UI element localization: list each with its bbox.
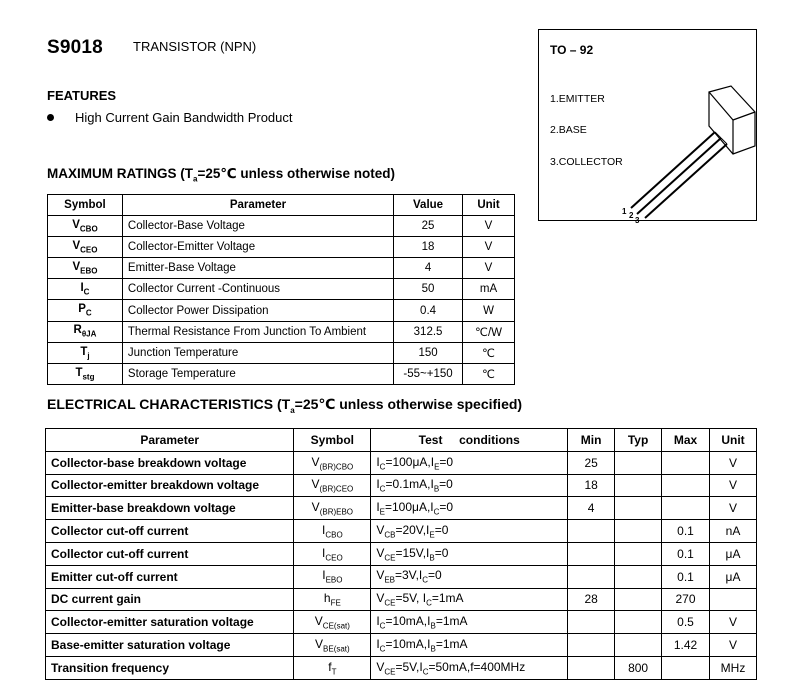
symbol-cell	[294, 611, 371, 634]
condition-subscript: CE	[384, 598, 396, 608]
condition-subscript: B	[433, 484, 440, 494]
symbol-subscript: (BR)CBO	[319, 461, 354, 471]
condition-symbol: V	[376, 545, 385, 560]
parameter-cell: Thermal Resistance From Junction To Ambient	[122, 321, 393, 342]
condition-subscript: B	[430, 644, 436, 654]
header-cell: Max	[662, 429, 710, 452]
header-cell: Test conditions	[371, 429, 568, 452]
max-ratings-title-prefix: MAXIMUM RATINGS (T	[47, 166, 193, 181]
symbol-subscript: C	[85, 308, 92, 318]
condition-subscript: C	[379, 621, 386, 631]
min-cell	[568, 565, 615, 588]
min-cell	[568, 542, 615, 565]
feature-text: High Current Gain Bandwidth Product	[75, 110, 293, 125]
symbol-main: V	[72, 218, 80, 231]
unit-cell: V	[463, 237, 515, 258]
symbol-cell	[294, 588, 371, 611]
condition-value: =0	[428, 568, 442, 583]
pin-emitter-label: 1.EMITTER	[550, 93, 605, 105]
symbol-main: V	[315, 636, 324, 651]
header-cell: Typ	[615, 429, 662, 452]
symbol-cell	[294, 656, 371, 679]
condition-value: =0	[439, 454, 454, 469]
condition-symbol: I	[376, 454, 380, 469]
min-cell	[568, 611, 615, 634]
condition-symbol: I	[430, 454, 435, 469]
symbol-cell	[48, 321, 123, 342]
max-cell: 0.1	[662, 542, 710, 565]
value-cell: 312.5	[394, 321, 463, 342]
unit-cell: V	[709, 474, 756, 497]
symbol-main: V	[311, 500, 320, 515]
parameter-cell: Storage Temperature	[122, 363, 393, 384]
lead-1	[631, 132, 715, 208]
value-cell: 50	[394, 279, 463, 300]
parameter-cell: Collector-Base Voltage	[122, 216, 393, 237]
symbol-subscript: (BR)EBO	[319, 507, 354, 517]
electrical-heading	[47, 396, 522, 415]
symbol-main: V	[72, 261, 81, 274]
unit-cell: V	[709, 611, 756, 634]
max-ratings-row	[48, 258, 515, 279]
unit-cell: V	[463, 258, 515, 279]
max-cell: 0.5	[662, 611, 710, 634]
symbol-subscript: FE	[330, 598, 341, 608]
condition-symbol: I	[419, 659, 423, 674]
condition-subscript: E	[429, 530, 435, 540]
symbol-main: T	[80, 345, 88, 358]
unit-cell: mA	[463, 279, 515, 300]
condition-subscript: C	[379, 484, 386, 494]
to92-package-drawing	[619, 74, 755, 225]
symbol-cell	[294, 565, 371, 588]
package-title: TO – 92	[550, 43, 594, 57]
unit-cell: V	[463, 216, 515, 237]
test-conditions-cell	[371, 656, 568, 679]
electrical-row	[46, 497, 757, 520]
condition-value: =100μA,	[385, 454, 431, 469]
max-ratings-row	[48, 300, 515, 321]
symbol-main: V	[72, 240, 81, 253]
symbol-subscript: CE(sat)	[322, 621, 350, 631]
electrical-row	[46, 520, 757, 543]
electrical-row	[46, 611, 757, 634]
value-cell: 0.4	[394, 300, 463, 321]
parameter-cell: DC current gain	[46, 588, 294, 611]
symbol-subscript: T	[331, 667, 337, 677]
max-cell	[662, 474, 710, 497]
value-cell: 18	[394, 237, 463, 258]
condition-value: =1mA	[435, 636, 468, 651]
condition-value: =5V,	[395, 591, 423, 606]
symbol-subscript: j	[87, 350, 90, 360]
header-cell: Unit	[709, 429, 756, 452]
typ-cell	[615, 497, 662, 520]
symbol-subscript: stg	[82, 371, 95, 381]
lead-2	[637, 138, 721, 214]
condition-value: =10mA,	[385, 636, 428, 651]
parameter-cell: Collector-Emitter Voltage	[122, 237, 393, 258]
unit-cell: V	[709, 497, 756, 520]
test-conditions-cell	[371, 611, 568, 634]
parameter-cell: Emitter-Base Voltage	[122, 258, 393, 279]
electrical-row	[46, 542, 757, 565]
feature-item	[47, 110, 293, 125]
max-ratings-row	[48, 321, 515, 342]
electrical-row	[46, 588, 757, 611]
electrical-table	[45, 428, 757, 680]
electrical-title-sub: a	[290, 405, 295, 415]
test-conditions-cell	[371, 451, 568, 474]
unit-cell: W	[463, 300, 515, 321]
max-cell: 270	[662, 588, 710, 611]
typ-cell	[615, 634, 662, 657]
test-conditions-cell	[371, 542, 568, 565]
parameter-cell: Collector cut-off current	[46, 520, 294, 543]
electrical-row	[46, 634, 757, 657]
header-cell: Value	[394, 195, 463, 216]
electrical-title-prefix: ELECTRICAL CHARACTERISTICS (T	[47, 396, 291, 412]
condition-symbol: I	[376, 614, 380, 629]
parameter-cell: Collector Current -Continuous	[122, 279, 393, 300]
symbol-subscript: θJA	[81, 329, 97, 339]
condition-value: =10mA,	[385, 614, 428, 629]
symbol-cell	[294, 520, 371, 543]
max-cell	[662, 497, 710, 520]
condition-symbol: I	[422, 591, 427, 606]
unit-cell: ℃	[463, 342, 515, 363]
unit-cell: nA	[709, 520, 756, 543]
symbol-main: I	[80, 282, 84, 295]
condition-subscript: C	[422, 575, 429, 585]
symbol-main: P	[78, 303, 86, 316]
symbol-cell	[48, 363, 123, 384]
unit-cell: V	[709, 451, 756, 474]
symbol-cell	[294, 497, 371, 520]
electrical-row	[46, 451, 757, 474]
symbol-cell	[48, 216, 123, 237]
symbol-cell	[48, 258, 123, 279]
condition-subscript: C	[426, 598, 432, 608]
condition-value: =0.1mA,	[385, 477, 431, 492]
condition-symbol: I	[430, 477, 434, 492]
max-ratings-row	[48, 279, 515, 300]
typ-cell: 800	[615, 656, 662, 679]
condition-value: =1mA	[435, 614, 468, 629]
max-ratings-title-sub: a	[192, 174, 198, 184]
test-conditions-cell	[371, 565, 568, 588]
condition-symbol: I	[376, 477, 380, 492]
value-cell: 150	[394, 342, 463, 363]
symbol-main: I	[322, 522, 326, 537]
condition-subscript: CE	[384, 553, 396, 563]
condition-subscript: B	[429, 553, 435, 563]
lead-3	[645, 144, 727, 218]
electrical-row	[46, 474, 757, 497]
typ-cell	[615, 451, 662, 474]
test-conditions-cell	[371, 474, 568, 497]
condition-subscript: C	[379, 461, 386, 471]
symbol-main: h	[323, 591, 331, 606]
max-cell: 0.1	[662, 565, 710, 588]
pin-collector-label: 3.COLLECTOR	[550, 156, 623, 168]
max-ratings-row	[48, 342, 515, 363]
condition-subscript: B	[430, 621, 436, 631]
parameter-cell: Collector-emitter saturation voltage	[46, 611, 294, 634]
condition-subscript: E	[434, 461, 440, 471]
typ-cell	[615, 542, 662, 565]
typ-cell	[615, 588, 662, 611]
condition-symbol: I	[427, 614, 431, 629]
min-cell: 4	[568, 497, 615, 520]
parameter-cell: Collector-base breakdown voltage	[46, 451, 294, 474]
value-cell: 25	[394, 216, 463, 237]
symbol-cell	[294, 542, 371, 565]
max-ratings-table	[47, 194, 515, 385]
symbol-subscript: (BR)CEO	[319, 484, 354, 494]
value-cell: -55~+150	[394, 363, 463, 384]
symbol-cell	[294, 451, 371, 474]
symbol-cell	[48, 279, 123, 300]
symbol-subscript: CEO	[80, 245, 98, 255]
condition-value: =0	[439, 500, 454, 515]
condition-subscript: CE	[384, 667, 396, 677]
symbol-subscript: C	[83, 287, 90, 297]
condition-subscript: C	[379, 644, 386, 654]
typ-cell	[615, 474, 662, 497]
min-cell	[568, 634, 615, 657]
symbol-main: T	[75, 366, 83, 379]
pin-number-1: 1	[622, 207, 627, 216]
bullet-icon	[47, 114, 54, 121]
header-cell: Symbol	[294, 429, 371, 452]
condition-symbol: V	[376, 659, 385, 674]
unit-cell: μA	[709, 565, 756, 588]
condition-subscript: E	[379, 507, 385, 517]
max-cell	[662, 451, 710, 474]
max-ratings-row	[48, 237, 515, 258]
symbol-subscript: BE(sat)	[323, 644, 350, 654]
header-cell: Min	[568, 429, 615, 452]
condition-value: =100μA,	[385, 500, 431, 515]
min-cell	[568, 520, 615, 543]
unit-cell: MHz	[709, 656, 756, 679]
max-cell: 1.42	[662, 634, 710, 657]
condition-symbol: I	[430, 500, 434, 515]
symbol-main: f	[328, 659, 332, 674]
pin-number-2: 2	[629, 211, 634, 220]
parameter-cell: Base-emitter saturation voltage	[46, 634, 294, 657]
symbol-main: I	[322, 545, 326, 560]
unit-cell: ℃	[463, 363, 515, 384]
electrical-row	[46, 656, 757, 679]
condition-symbol: I	[426, 545, 430, 560]
symbol-main: V	[314, 614, 323, 629]
max-cell: 0.1	[662, 520, 710, 543]
condition-symbol: I	[418, 568, 423, 583]
electrical-header-row	[46, 429, 757, 452]
symbol-cell	[48, 342, 123, 363]
condition-symbol: I	[376, 636, 380, 651]
parameter-cell: Transition frequency	[46, 656, 294, 679]
symbol-subscript: CBO	[79, 224, 98, 234]
header-cell: Unit	[463, 195, 515, 216]
features-heading: FEATURES	[47, 88, 117, 103]
condition-value: =0	[434, 545, 449, 560]
condition-value: =5V,	[395, 659, 420, 674]
test-conditions-cell	[371, 634, 568, 657]
symbol-cell	[48, 237, 123, 258]
min-cell	[568, 656, 615, 679]
symbol-subscript: EBO	[325, 575, 343, 585]
header-cell: Parameter	[46, 429, 294, 452]
value-cell: 4	[394, 258, 463, 279]
parameter-cell: Emitter-base breakdown voltage	[46, 497, 294, 520]
min-cell: 18	[568, 474, 615, 497]
max-ratings-row	[48, 363, 515, 384]
parameter-cell: Emitter cut-off current	[46, 565, 294, 588]
electrical-title-suffix: =25℃ unless otherwise specified)	[294, 396, 523, 412]
pin-number-3: 3	[635, 216, 640, 225]
test-conditions-cell	[371, 588, 568, 611]
unit-cell: ℃/W	[463, 321, 515, 342]
condition-symbol: V	[376, 568, 385, 583]
condition-subscript: C	[422, 667, 429, 677]
max-ratings-row	[48, 216, 515, 237]
condition-value: =50mA,f=400MHz	[428, 659, 526, 674]
min-cell: 25	[568, 451, 615, 474]
condition-symbol: I	[376, 500, 380, 515]
max-cell	[662, 656, 710, 679]
symbol-subscript: CEO	[325, 553, 343, 563]
max-ratings-header-row	[48, 195, 515, 216]
symbol-cell	[294, 634, 371, 657]
condition-symbol: I	[426, 522, 430, 537]
symbol-subscript: CBO	[325, 530, 343, 540]
condition-value: =15V,	[395, 545, 427, 560]
condition-value: =0	[439, 477, 453, 492]
condition-subscript: CB	[384, 530, 396, 540]
max-ratings-heading	[47, 166, 395, 184]
electrical-row	[46, 565, 757, 588]
condition-symbol: V	[376, 522, 385, 537]
symbol-main: V	[311, 454, 320, 469]
unit-cell: V	[709, 634, 756, 657]
typ-cell	[615, 520, 662, 543]
unit-cell	[709, 588, 756, 611]
part-number: S9018	[47, 37, 103, 58]
package-box	[538, 29, 757, 225]
symbol-main: V	[311, 477, 320, 492]
typ-cell	[615, 565, 662, 588]
parameter-cell: Collector Power Dissipation	[122, 300, 393, 321]
condition-value: =3V,	[395, 568, 419, 583]
header-cell: Symbol	[48, 195, 123, 216]
parameter-cell: Junction Temperature	[122, 342, 393, 363]
header-cell: Parameter	[122, 195, 393, 216]
parameter-cell: Collector-emitter breakdown voltage	[46, 474, 294, 497]
test-conditions-cell	[371, 497, 568, 520]
condition-subscript: EB	[384, 575, 395, 585]
symbol-cell	[294, 474, 371, 497]
max-ratings-title-suffix: =25℃ unless otherwise noted)	[197, 166, 395, 181]
condition-value: =20V,	[395, 522, 427, 537]
parameter-cell: Collector cut-off current	[46, 542, 294, 565]
symbol-cell	[48, 300, 123, 321]
condition-value: =1mA	[431, 591, 464, 606]
condition-symbol: I	[427, 636, 431, 651]
condition-value: =0	[434, 522, 449, 537]
min-cell: 28	[568, 588, 615, 611]
symbol-main: R	[73, 324, 82, 337]
pin-base-label: 2.BASE	[550, 124, 587, 136]
unit-cell: μA	[709, 542, 756, 565]
symbol-main: I	[322, 568, 326, 583]
condition-symbol: V	[376, 591, 385, 606]
condition-subscript: C	[433, 507, 440, 517]
symbol-subscript: EBO	[80, 266, 98, 276]
typ-cell	[615, 611, 662, 634]
part-description: TRANSISTOR (NPN)	[133, 39, 257, 54]
test-conditions-cell	[371, 520, 568, 543]
